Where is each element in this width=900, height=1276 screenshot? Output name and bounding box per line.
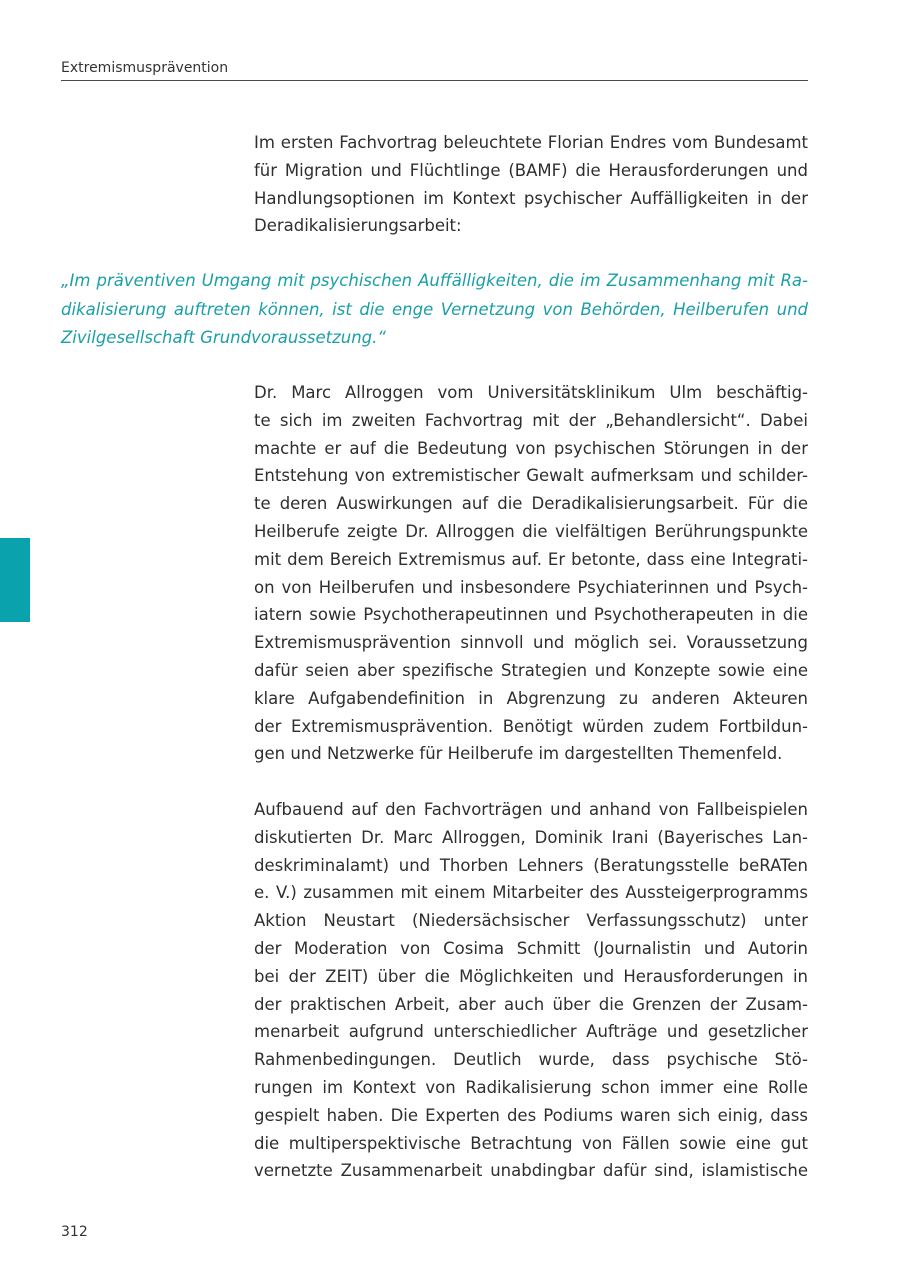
text-line: Deradikalisierungsarbeit:	[254, 216, 462, 236]
running-head: Extremismusprävention	[61, 58, 808, 81]
text-line: Heilberufe zeigte Dr. Allroggen die vielfältigen Berührungspunkte	[254, 521, 808, 541]
text-line: rungen im Kontext von Radikalisierung schon immer eine Rolle	[254, 1077, 808, 1097]
text-line: machte er auf die Bedeutung von psychischen Störungen in der	[254, 438, 808, 458]
paragraph-intro	[254, 129, 808, 240]
text-line: Rahmenbedingungen. Deutlich wurde, dass psychische Stö-	[254, 1050, 808, 1070]
text-line: Aufbauend auf den Fachvorträgen und anhand von Fallbeispielen	[254, 800, 808, 819]
text-line: Dr. Marc Allroggen vom Universitätsklinikum Ulm beschäftig-	[254, 383, 808, 402]
text-line: die multiperspektivische Betrachtung von Fällen sowie eine gut	[254, 1133, 808, 1153]
text-line: Im ersten Fachvortrag beleuchtete Florian Endres vom Bundesamt	[254, 133, 808, 152]
text-line: Entstehung von extremistischer Gewalt aufmerksam und schilder-	[254, 466, 808, 486]
quote-line: dikalisierung auftreten können, ist die enge Vernetzung von Behörden, Heilberufen und	[61, 299, 808, 319]
text-line: gen und Netzwerke für Heilberufe im dargestellten Themenfeld.	[254, 744, 783, 764]
paragraph-podium	[254, 796, 808, 1185]
text-line: deskriminalamt) und Thorben Lehners (Beratungsstelle beRATen	[254, 855, 808, 875]
quote-line: „Im präventiven Umgang mit psychischen Auffälligkeiten, die im Zusammenhang mit Ra-	[61, 271, 808, 290]
text-line: e. V.) zusammen mit einem Mitarbeiter des Aussteigerprogramms	[254, 883, 808, 903]
text-line: gespielt haben. Die Experten des Podiums waren sich einig, dass	[254, 1105, 808, 1125]
text-line: vernetzte Zusammenarbeit unabdingbar dafür sind, islamistische	[254, 1161, 808, 1181]
page-number: 312	[61, 1224, 88, 1240]
quote-line: Zivilgesellschaft Grundvoraussetzung.“	[61, 328, 386, 347]
text-line: menarbeit aufgrund unterschiedlicher Aufträge und gesetzlicher	[254, 1022, 808, 1042]
text-line: der Extremismusprävention. Benötigt würden zudem Fortbildun-	[254, 716, 808, 736]
text-line: Extremismusprävention sinnvoll und möglich sei. Voraussetzung	[254, 633, 808, 653]
text-line: te deren Auswirkungen auf die Deradikalisierungsarbeit. Für die	[254, 494, 808, 514]
text-line: klare Aufgabendefinition in Abgrenzung zu anderen Akteuren	[254, 688, 808, 708]
chapter-marker-tab	[0, 538, 30, 622]
text-line: mit dem Bereich Extremismus auf. Er betonte, dass eine Integrati-	[254, 549, 808, 569]
text-line: bei der ZEIT) über die Möglichkeiten und Herausforderungen in	[254, 966, 808, 986]
text-line: diskutierten Dr. Marc Allroggen, Dominik Irani (Bayerisches Lan-	[254, 827, 808, 847]
pull-quote	[61, 267, 808, 353]
text-line: der Moderation von Cosima Schmitt (Journalistin und Autorin	[254, 938, 808, 958]
text-line: Handlungsoptionen im Kontext psychischer Auffälligkeiten in der	[254, 188, 808, 208]
paragraph-allroggen	[254, 379, 808, 768]
text-line: für Migration und Flüchtlinge (BAMF) die Herausforderungen und	[254, 160, 808, 180]
text-line: Aktion Neustart (Niedersächsischer Verfassungsschutz) unter	[254, 911, 808, 931]
text-line: te sich im zweiten Fachvortrag mit der „Behandlersicht“. Dabei	[254, 410, 808, 430]
text-line: iatern sowie Psychotherapeutinnen und Psychotherapeuten in die	[254, 605, 808, 625]
text-line: der praktischen Arbeit, aber auch über die Grenzen der Zusam-	[254, 994, 808, 1014]
text-line: on von Heilberufen und insbesondere Psychiaterinnen und Psych-	[254, 577, 808, 597]
text-line: dafür seien aber spezifische Strategien und Konzepte sowie eine	[254, 660, 808, 680]
